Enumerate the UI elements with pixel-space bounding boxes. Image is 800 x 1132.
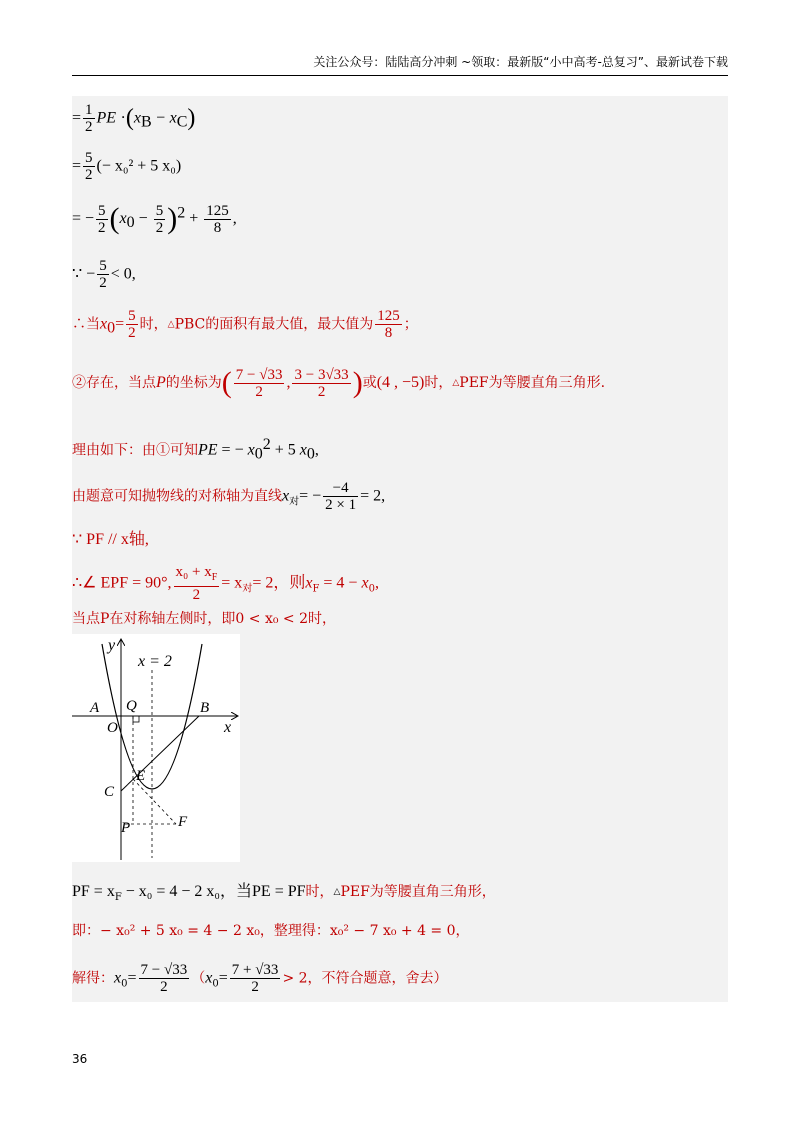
parabola-diagram bbox=[72, 634, 240, 862]
label-q: Q bbox=[126, 698, 137, 714]
equation-line-4: ∵ − $\frac{5}{2}$ < 0, bbox=[72, 258, 136, 291]
segment-ef bbox=[133, 779, 176, 824]
reason-intro: 理由如下：由①可知PE = − $x_0^2 + 5$ $x_0$, bbox=[72, 436, 319, 463]
fraction: $\frac{1}{2}$ bbox=[85, 102, 93, 135]
answer-part-2: ②存在，当点P的坐标为( $\frac{7 - √33}{2}$ , $\frac{3 - 3√33}{2}$ )或(4 , −5)时，△PEF为等腰直角三角形. bbox=[72, 366, 606, 400]
label-p: P bbox=[121, 820, 131, 836]
equation-line-3: = − $\frac{5}{2}$ ($x_0$ − $\frac{5}{2}$ )$^2$ + $\frac{125}{8}$ , bbox=[72, 202, 237, 236]
label-f: F bbox=[178, 814, 188, 830]
label-x: x bbox=[224, 719, 232, 736]
page-header bbox=[72, 53, 728, 76]
label-o: O bbox=[107, 720, 118, 736]
axis-of-symmetry: 由题意可知抛物线的对称轴为直线$x_对=$ − $\frac{-4}{2 \times 1}$ = 2, bbox=[72, 480, 386, 513]
label-x-eq-2: x = 2 bbox=[138, 653, 172, 670]
right-angle-mark bbox=[133, 716, 139, 722]
conclusion-max-area: ∴当$x_0=$ $\frac{5}{2}$ 时，△PBC的面积有最大值，最大值为 $\frac{125}{8}$ ； bbox=[72, 308, 418, 341]
label-a: A bbox=[90, 700, 100, 716]
label-y: y bbox=[108, 637, 116, 654]
triangle-symbol: △ bbox=[167, 319, 175, 330]
pf-expression: PF = $x_F - x_0 = 4 - 2$ x₀，当PE = PF时，△PEF为等腰直角三角形， bbox=[72, 883, 496, 903]
case-left-side: 当点P在对称轴左侧时，即0 < x₀ < 2时， bbox=[72, 611, 337, 627]
equation-line-2: = $\frac{5}{2}$ (− x₀² + 5 x₀) bbox=[72, 150, 182, 183]
solution-result: 解得：$x_0=$ $\frac{7 - √33}{2}$ （$x_0=$ $\frac{7 + √33}{2}$ > 2，不符合题意，舍去） bbox=[72, 962, 448, 995]
label-b: B bbox=[200, 700, 210, 716]
page-number: 36 bbox=[72, 1052, 88, 1066]
angle-epf-line: ∴∠ EPF = 90°, $\frac{x_0 + x_F}{2}$ = $x_对= 2$，则$x_F = 4 - x_0$, bbox=[72, 564, 379, 603]
equation-setup: 即：− x₀² + 5 x₀ = 4 − 2 x₀，整理得：x₀² − 7 x₀ + 4 = 0， bbox=[72, 923, 470, 939]
parabola-figure bbox=[72, 634, 240, 862]
header-text: 关注公众号：陆陆高分冲刺 ~领取：最新版“小中高考-总复习”、最新试卷下载 bbox=[313, 55, 728, 69]
equation-line-1: = $\frac{1}{2}$ PE $\cdot(x_B - x_C)$ bbox=[72, 102, 196, 135]
label-e: E bbox=[136, 768, 146, 784]
label-c: C bbox=[104, 784, 115, 800]
solution-content bbox=[72, 96, 728, 1002]
pf-parallel-line: ∵ PF // x轴, bbox=[72, 531, 149, 548]
